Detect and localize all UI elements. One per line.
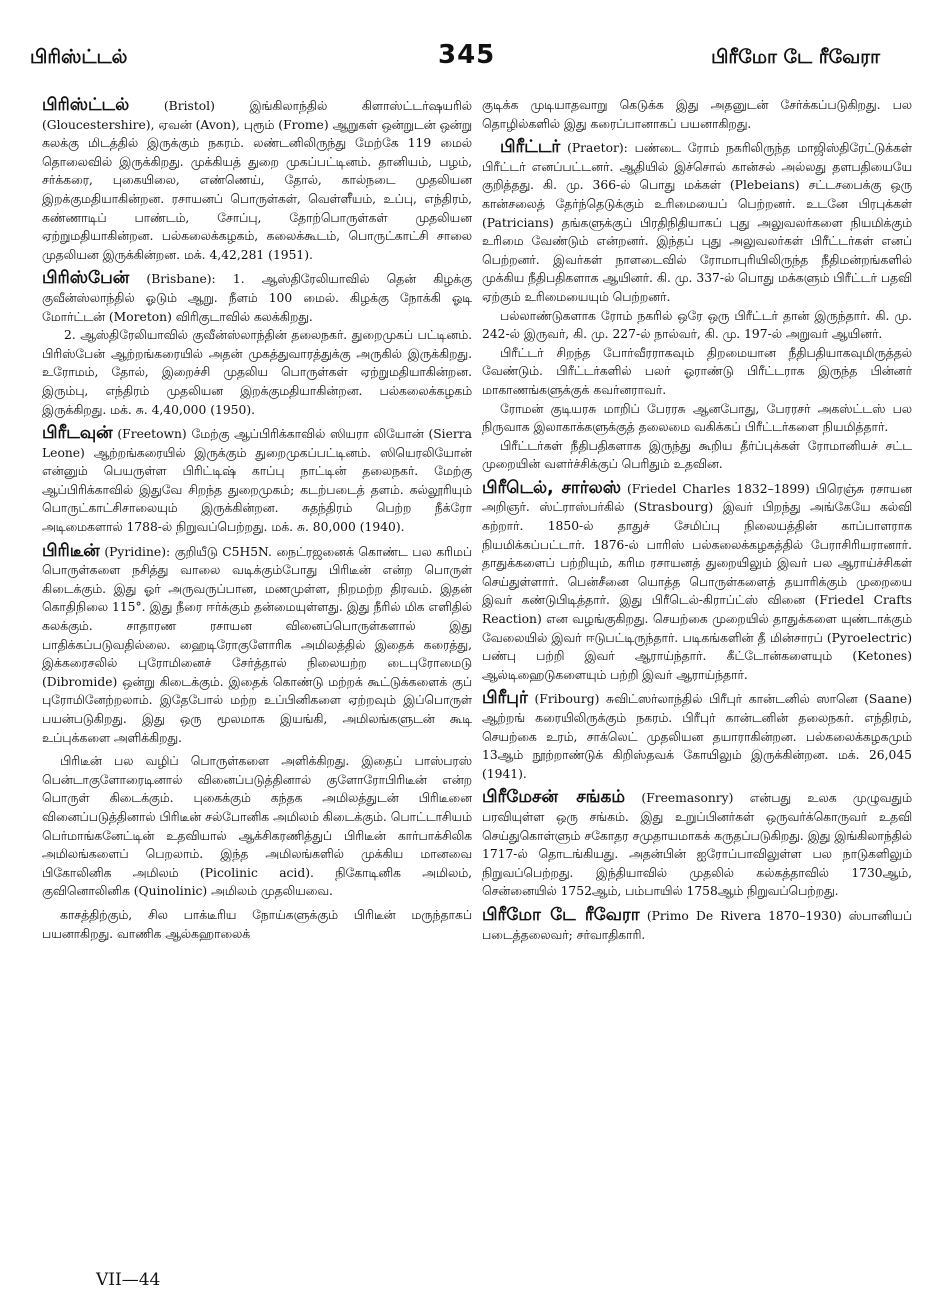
entry-text: (Fribourg) சுவிட்ஸர்லாந்தில் பிரீபுர் கான்டனில் ஸானெ (Saane) ஆற்றங் கரையிலிருக்கும் நகரம். பிரீபுர் கான்டனின் தலைநகர். எந்திரம், செயற்கை உரம், சாக்லெட் முதலியன தயாராகின்றன. பல்கலைக்கழகமும் 13ஆம் நூற்றாண்டுக் கிறிஸ்தவக் கோயிலும் இருக்கின்றன. மக். 26,045 (1941). bbox=[482, 692, 912, 781]
entry-text: (Primo De Rivera 1870–1930) ஸ்பானியப் படைத்தலைவர்; சர்வாதிகாரி. bbox=[482, 908, 912, 942]
entry-text: (Pyridine): குறியீடு C5H5N. நைட்ரஜனைக் கொண்ட பல கரிமப் பொருள்களை நசித்து வாலை வடிக்கும்போது பிரிடீன் என்ற பொருள் கிடைக்கும். இது ஓர் அருவருப்பான, மணமுள்ள, நிறமற்ற திரவம். இதன் கொதிநிலை 115°. இது நீரை ஈர்க்கும் தன்மையுள்ளது. இது நீரில் மிக எளிதில் கலக்கும். சாதாரண ரசாயன வினைப்பொருள்களால் இது பாதிக்கப்படுவதில்லை. ஹைடிரோகுளோரிக அமிலத்தில் இதைக் கரைத்து, இக்கரைசலில் புரோமினைச் சேர்த்தால் நிலையற்ற டைபுரோமைடு (Dibromide) ஒன்று கிடைக்கும். இதைக் கொண்டு மற்றக் கூட்டுக்களைக் குப் புரோமினேற்றலாம். இதேபோல் மற்ற உப்பினிகளை ஏற்றவும் இப்பொருள் பயன்படுகிறது. இது ஒரு மூலமாக இயங்கி, அமிலங்களுடன் கூடி உப்புக்களை அளிக்கிறது. bbox=[42, 544, 472, 745]
entry-brisbane-2 bbox=[42, 326, 472, 419]
entry-praetor bbox=[482, 138, 912, 306]
entry-text: (Freetown) மேற்கு ஆப்பிரிக்காவில் ஸியரா லியோன் (Sierra Leone) ஆற்றங்கரையில் இருக்கும் துறைமுகப்பட்டினம். ஸியெரலியோன் என்னும் பெயருள்ள பிரிட்டிஷ் காப்பு நாட்டின் தலைநகர். மேற்கு ஆப்பிரிக்காவில் இதுவே சிறந்த துறைமுகம்; கடற்படைத் தளம். கல்லூரியும் பொருட்காட்சிசாலையும் இருக்கின்றன. சுதந்திரம் பெற்ற நீக்ரோ அடிமைகளால் 1788-ல் நிறுவப்பெற்றது. மக். சு. 80,000 (1940). bbox=[42, 427, 472, 535]
entry-headword: பிரீடவுன் bbox=[42, 423, 113, 444]
entry-headword: பிரீடெல், சார்லஸ் bbox=[482, 477, 622, 498]
entry-pyridine bbox=[42, 542, 472, 748]
signature-mark: VII—44 bbox=[96, 1270, 161, 1290]
entry-praetor-para-2 bbox=[482, 307, 912, 344]
entry-pyridine-uses bbox=[42, 906, 472, 943]
entry-headword: பிரிஸ்பேன் bbox=[42, 268, 130, 289]
right-column bbox=[482, 96, 912, 1246]
entry-primo-de-rivera bbox=[482, 906, 912, 944]
entry-fribourg bbox=[482, 689, 912, 783]
entry-headword: பிரீமோ டே ரீவேரா bbox=[482, 904, 640, 925]
entry-text: (Praetor): பண்டை ரோம் நகரிலிருந்த மாஜிஸ்திரேட்டுக்கள் பிரீட்டர் எனப்பட்டனர். ஆதியில் இச்சொல் கான்சல் அல்லது தளபதியையே குறித்தது. கி. மு. 366-ல் பொது மக்கள் (Plebeians) சட்டசபைக்கு ஒரு கான்சலைத் தேர்ந்தெடுக்கும் உரிமையைப் பெற்றனர். உடனே பிரபுக்கள் (Patricians) தங்களுக்குப் பிரதிநிதியாகப் புது அலுவலர்களை நியமிக்கும் உரிமை வேண்டும் என்றனர். இந்தப் புது அலுவலர்கள் பிரீட்டர்கள் எனப் பெற்றனர். இவர்கள் நாளடைவில் ரோமாபுரியிலிருந்த நீதிமன்றங்களில் முக்கிய நீதிபதிகளாக ஆயினர். கி. மு. 337-ல் பொது மக்களும் பிரீட்டர் பதவி ஏற்கும் உரிமையையும் பெற்றனர். bbox=[482, 141, 912, 304]
left-column bbox=[42, 96, 472, 1246]
entry-praetor-para-4 bbox=[482, 400, 912, 437]
page-number: 345 bbox=[438, 40, 496, 70]
entry-text: (Bristol) இங்கிலாந்தில் கிளாஸ்ட்டர்ஷயரில் (Gloucestershire), ஏவன் (Avon), புரூம் (Frome) ஆறுகள் ஒன்றுடன் ஒன்று கலக்கு மிடத்தில் இருக்கும் நகரம். லண்டனிலிருந்து மேற்கே 119 மைல் தொலைவில் இருக்கிறது. முக்கியத் துறை முகப்பட்டினம். தானியம், பழம், சர்க்கரை, புகையிலை, எண்ணெய், தோல், கால்நடை முதலியன இறக்குமதியாகின்றன. ரசாயனப் பொருள்கள், வெள்ளீயம், உப்பு, எந்திரம், கண்ணாடிப் பாண்டம், சோப்பு, தோற்பொருள்கள் முதலியன ஏற்றுமதியாகின்றன. பல்கலைக்கழகம், கலைக்கூடம், பொருட்காட்சி சாலை முதலியன இருக்கின்றன. மக். 4,42,281 (1951). bbox=[42, 99, 472, 262]
entry-headword: பிரிஸ்ட்டல் bbox=[42, 96, 130, 115]
entry-text: பிரிடீன் பல வழிப் பொருள்களை அளிக்கிறது. இதைப் பாஸ்பரஸ் பென்டாகுளோரைடினால் வினைப்படுத்தினால் குளோரோபிரிடீன் என்ற பொருள் கிடைக்கும். புகைக்கும் கந்தக அமிலத்துடன் பிரிடீனை வினைப்படுத்தினால் பிரிடீன் சல்போனிக அமிலம் கிடைக்கும். பொட்டாசியம் பெர்மாங்கனேட்டின் உதவியால் ஆக்சிகரணித்துப் பிரிடீன் கார்பாக்சிலிக அமிலங்களைப் பெறலாம். இந்த அமிலங்களில் முக்கிய மானவை பிகோலினிக அமிலம் (Picolinic acid). நிகோடினிக அமிலம், குவினொலினிக (Quinolinic) அமிலம் முதலியவை. bbox=[42, 754, 472, 899]
entry-text: பிரீட்டர் சிறந்த போர்வீரராகவும் திறமையான நீதிபதியாகவுமிருத்தல் வேண்டும். பிரீட்டர்களில் பலர் ஓராண்டு பிரீட்டராக இருந்த பின்னர் மாகாணங்களுக்குக் கவர்னராவர். bbox=[482, 345, 912, 397]
header-left-guide-word: பிரிஸ்ட்டல் bbox=[30, 46, 128, 68]
entry-bristol bbox=[42, 96, 472, 264]
running-header bbox=[30, 40, 880, 80]
entry-text: (Brisbane): 1. ஆஸ்திரேலியாவில் தென் கிழக்கு குவீன்ஸ்லாந்தில் ஓடும் ஆறு. நீளம் 100 மைல். கிழக்கு நோக்கி ஓடி மோர்ட்டன் (Moreton) விரிகுடாவில் கலக்கிறது. bbox=[42, 272, 472, 324]
entry-pyridine-continued bbox=[482, 96, 912, 133]
entry-text: 2. ஆஸ்திரேலியாவில் குவீன்ஸ்லாந்தின் தலைநகர். துறைமுகப் பட்டினம். பிரிஸ்பேன் ஆற்றங்கரையில் அதன் முகத்துவாரத்துக்கு அருகில் இருக்கிறது. உரோமம், தோல், இறைச்சி முதலிய பொருள்கள் ஏற்றுமதியாகின்றன. இரும்பு, எந்திரம் முதலியன இறக்குமதியாகின்றன. பல்கலைக்கழகம் இருக்கிறது. மக். சு. 4,40,000 (1950). bbox=[42, 328, 472, 417]
header-right-guide-word: பிரீமோ டே ரீவேரா bbox=[711, 46, 880, 68]
entry-headword: பிரிடீன் bbox=[42, 540, 100, 561]
entry-friedel bbox=[482, 479, 912, 685]
entry-pyridine-derivatives bbox=[42, 752, 472, 901]
entry-praetor-para-3 bbox=[482, 344, 912, 400]
entry-headword: பிரீபுர் bbox=[482, 688, 528, 709]
entry-headword: பிரீமேசன் சங்கம் bbox=[482, 787, 626, 808]
entry-text: பல்லாண்டுகளாக ரோம் நகரில் ஒரே ஒரு பிரீட்டர் தான் இருந்தார். கி. மு. 242-ல் இருவர், கி. மு. 227-ல் நால்வர், கி. மு. 197-ல் அறுவர் ஆயினர். bbox=[482, 308, 912, 342]
entry-text: ரோமன் குடியரசு மாறிப் பேரரசு ஆனபோது, பேரரசர் அகஸ்ட்டஸ் பல நிருவாக இலாகாக்களுக்குத் தலைமை வகிக்கப் பிரீட்டர்களை நியமித்தார். bbox=[482, 401, 912, 435]
entry-praetor-para-5 bbox=[482, 437, 912, 474]
entry-brisbane bbox=[42, 269, 472, 326]
entry-text: (Freemasonry) என்பது உலக முழுவதும் பரவியுள்ள ஒரு சங்கம். இது உறுப்பினர்கள் ஒருவர்க்கொருவர் உதவி செய்துகொள்ளும் சகோதர சமுதாயமாகக் கருதப்படுகிறது. இது இங்கிலாந்தில் 1717-ல் தொடங்கியது. அதன்பின் ஐரோப்பாவிலுள்ள பல நாடுகளிலும் நிறுவப்பெற்றது. இந்தியாவில் முதலில் கல்கத்தாவில் 1730ஆம், சென்னையில் 1752ஆம், பம்பாயில் 1758ஆம் நிறுவப்பெற்றது. bbox=[482, 791, 912, 899]
entry-text: குடிக்க முடியாதவாறு கெடுக்க இது அதனுடன் சேர்க்கப்படுகிறது. பல தொழில்களில் இது கரைப்பானாகப் பயனாகிறது. bbox=[482, 98, 912, 131]
entry-freemasonry bbox=[482, 788, 912, 901]
entry-freetown bbox=[42, 424, 472, 537]
entry-text: பிரீட்டர்கள் நீதிபதிகளாக இருந்து கூறிய தீர்ப்புக்கள் ரோமானியச் சட்ட முறையின் வளர்ச்சிக்குப் பெரிதும் உதவின. bbox=[482, 438, 912, 472]
entry-headword: பிரீட்டர் bbox=[500, 137, 561, 158]
entry-text: (Friedel Charles 1832–1899) பிரெஞ்சு ரசாயன அறிஞர். ஸ்ட்ராஸ்பர்கில் (Strasbourg) இவர் பிறந்து அங்கேயே கல்வி கற்றார். 1850-ல் தாதுச் சேமிப்பு நிலையத்தின் காப்பாளராக நியமிக்கப்பட்டார். 1876-ல் பாரிஸ் பல்கலைக்கழகத்தில் பேராசிரியரானார். தாதுக்களைப் பற்றியும், கரிம ரசாயனத் துறையிலும் இவர் பல ஆராய்ச்சிகள் செய்துள்ளார். பென்சீனை யொத்த பொருள்களைத் தயாரிக்கும் முறையை இவர் கண்டுபிடித்தார். இது பிரீடெல்-கிராப்ட்ஸ் வினை (Friedel Crafts Reaction) என வழங்குகிறது. செயற்கை முறையில் தாதுக்களை யுண்டாக்கும் வேலையில் இவர் ஈடுபட்டிருந்தார். படிகங்களின் தீ மின்சாரப் (Pyroelectric) பண்பு பற்றி இவர் ஆராய்ந்தார். கீட்டோன்களையும் (Ketones) ஆல்டிஹைடுகளையும் பற்றி இவர் ஆராய்ந்தார். bbox=[482, 481, 912, 682]
entry-text: காசத்திற்கும், சில பாக்டீரிய நோய்களுக்கும் பிரிடீன் மருந்தாகப் பயனாகிறது. வாணிக ஆல்கஹாலைக் bbox=[42, 907, 472, 941]
